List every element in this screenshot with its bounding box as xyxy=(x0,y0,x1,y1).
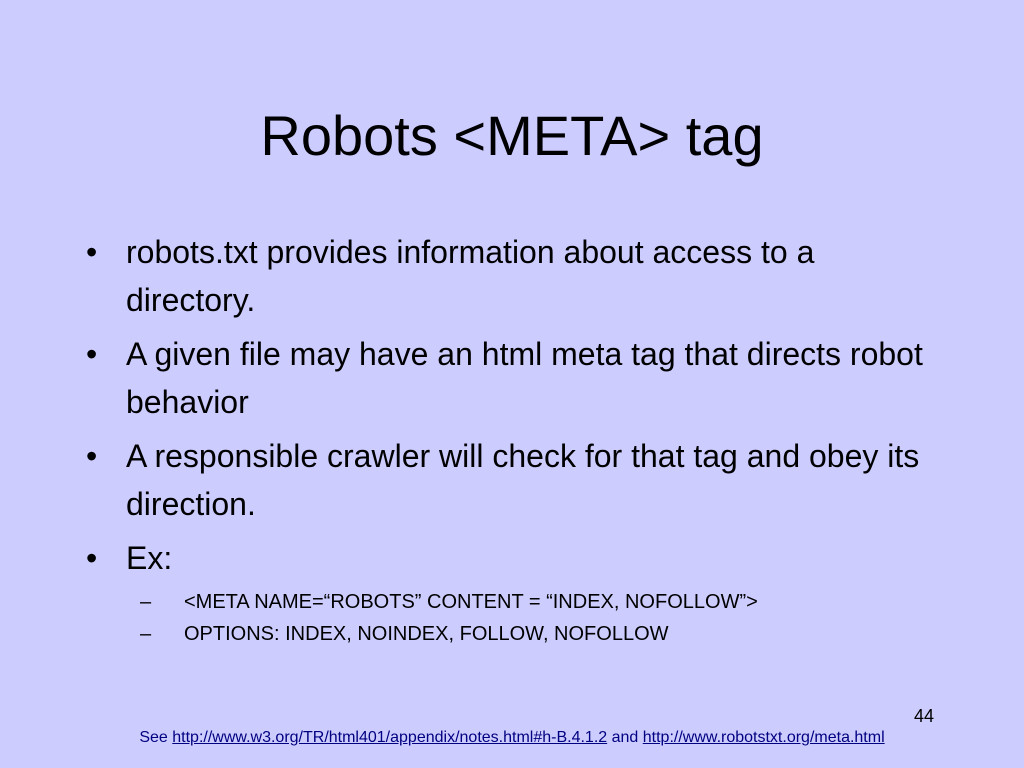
page-number: 44 xyxy=(913,706,934,726)
bullet-item xyxy=(86,330,946,426)
sub-bullet-text: OPTIONS: INDEX, NOINDEX, FOLLOW, NOFOLLOW xyxy=(184,623,669,645)
bullet-list xyxy=(86,228,946,656)
bullet-marker: • xyxy=(86,234,98,270)
footer-prefix: See xyxy=(139,729,168,746)
w3-notes-link[interactable]: http://www.w3.org/TR/html401/appendix/notes.html#h-B.4.1.2 xyxy=(172,729,608,746)
sub-bullet-text: <META NAME=“ROBOTS” CONTENT = “INDEX, NOFOLLOW”> xyxy=(184,591,758,613)
sub-bullet-item xyxy=(140,586,946,618)
bullet-text: Ex: xyxy=(126,540,173,576)
bullet-item xyxy=(86,228,946,324)
bullet-marker: • xyxy=(86,540,98,576)
sub-bullet-item xyxy=(140,618,946,650)
bullet-text: robots.txt provides information about access to a directory. xyxy=(126,234,815,318)
sub-bullet-list xyxy=(126,586,946,650)
bullet-text: A responsible crawler will check for that tag and obey its direction. xyxy=(126,438,920,522)
footer-connector: and xyxy=(611,729,639,746)
bullet-item xyxy=(86,432,946,528)
bullet-marker: • xyxy=(86,336,98,372)
bullet-item xyxy=(86,534,946,650)
sub-bullet-marker: – xyxy=(140,591,152,613)
footer-references xyxy=(0,727,1024,749)
bullet-marker: • xyxy=(86,438,98,474)
bullet-text: A given file may have an html meta tag that directs robot behavior xyxy=(126,336,923,420)
slide-title: Robots <META> tag xyxy=(260,104,764,167)
sub-bullet-marker: – xyxy=(140,623,152,645)
robotstxt-meta-link[interactable]: http://www.robotstxt.org/meta.html xyxy=(642,729,885,746)
